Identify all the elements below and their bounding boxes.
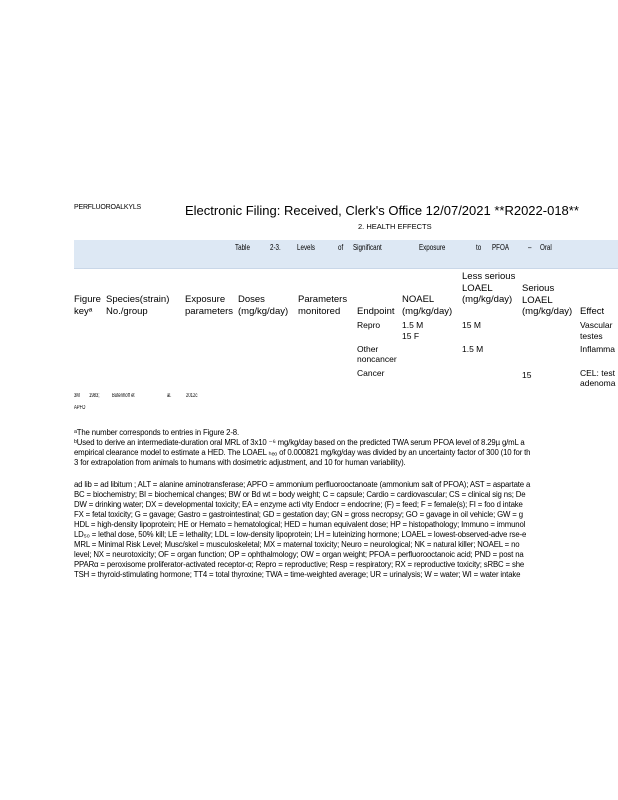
reference-word: Butenhoff et <box>112 393 135 399</box>
cell-effect: Vascular <box>580 320 613 330</box>
col-header-noael: NOAEL (mg/kg/day) <box>402 294 453 317</box>
table-title-word: to <box>476 243 482 252</box>
reference-word: al. <box>167 393 172 399</box>
table-title-word: Significant <box>353 243 382 252</box>
col-header-serious-loael: Serious LOAEL (mg/kg/day) <box>522 283 573 317</box>
col-header-less-serious-loael: Less serious LOAEL (mg/kg/day) <box>462 271 516 305</box>
cell-effect: adenoma <box>580 378 616 388</box>
reference-word: 1983; <box>89 393 100 399</box>
cell-serious: 15 <box>522 370 532 380</box>
abbreviation-line: TSH = thyroid-stimulating hormone; TT4 = total thyroxine; TWA = time-weighted average; UR = urinalysis; W = water; WI = water intake <box>74 570 521 579</box>
footnote-b: ᵇUsed to derive an intermediate-duration oral MRL of 3x10 ⁻⁶ mg/kg/day based on the predicted TWA serum PFOA level of 8.29µ g/mL a <box>74 438 525 447</box>
filing-stamp: Electronic Filing: Received, Clerk's Office 12/07/2021 **R2022-018** <box>185 203 579 218</box>
table-title-word: PFOA <box>492 243 509 252</box>
col-header-parameters: Parameters monitored <box>298 294 348 317</box>
abbreviation-line: ad lib = ad libitum ; ALT = alanine aminotransferase; APFO = ammonium perfluorooctanoate (ammonium salt of PFOA); AST = aspartate a <box>74 480 531 489</box>
abbreviation-line: BC = biochemistry; BI = biochemical changes; BW or Bd wt = body weight; C = capsule; Cardio = cardiovascular; CS = clinical sig ns; De <box>74 490 526 499</box>
table-title-band <box>74 240 618 268</box>
footnote-b: 3 for extrapolation from animals to humans with dosimetric adjustment, and 10 for human variability). <box>74 458 406 467</box>
table-title-word: 2-3. <box>270 243 281 252</box>
cell-effect: CEL: test <box>580 368 615 378</box>
table-title-word: of <box>338 243 344 252</box>
col-header-doses: Doses (mg/kg/day) <box>238 294 289 317</box>
abbreviation-line: PPARα = peroxisome proliferator-activated receptor-α; Repro = reproductive; Resp = respiratory; RX = reproductive toxicity; sRBC = she <box>74 560 525 569</box>
table-title-word: – <box>528 243 532 252</box>
reference-word: 2012c <box>186 393 198 399</box>
cell-noael: 1.5 M <box>402 320 424 330</box>
table-title-word: Oral <box>540 243 552 252</box>
table-title-word: Levels <box>297 243 316 252</box>
abbreviation-line: LD₅₀ = lethal dose, 50% kill; LE = lethality; LDL = low-density lipoprotein; LH = luteinizing hormone; LOAEL = lowest-observed-adve rse-e <box>74 530 527 539</box>
abbreviation-line: level; NX = neurotoxicity; OF = organ function; OP = ophthalmology; OW = organ weight; PFOA = perfluorooctanoic acid; PND = post na <box>74 550 524 559</box>
cell-endpoint: Repro <box>357 320 381 330</box>
cell-effect: testes <box>580 331 603 341</box>
footnote-a: ᵃThe number corresponds to entries in Figure 2-8. <box>74 428 240 437</box>
abbreviation-line: DW = drinking water; DX = developmental toxicity; EA = enzyme acti vity Endocr = endocrine; (F) = feed; F = female(s); FI = foo d intake <box>74 500 523 509</box>
abbreviation-line: HDL = high-density lipoprotein; HE or Hemato = hematological; HED = human equivalent dose; HP = histopathology; Immuno = immunol <box>74 520 526 529</box>
reference-chemical: APFO <box>74 405 86 411</box>
abbreviation-line: MRL = Minimal Risk Level; Musc/skel = musculoskeletal; MX = maternal toxicity; Neuro = neurological; NK = natural killer; NOAEL = no <box>74 540 520 549</box>
cell-less-serious: 15 M <box>462 320 481 330</box>
footnote-b: empirical clearance model to estimate a HED. The LOAEL ₕₑₒ of 0.000821 mg/kg/day was divided by an uncertainty factor of 300 (10 for th <box>74 448 531 457</box>
table-title-word: Exposure <box>419 243 446 252</box>
col-header-effect: Effect <box>580 306 605 317</box>
cell-endpoint: Other <box>357 344 379 354</box>
cell-noael: 15 F <box>402 331 420 341</box>
col-header-figure-key: Figure keyᵃ <box>74 294 101 317</box>
cell-endpoint: Cancer <box>357 368 385 378</box>
col-header-exposure: Exposure parameters <box>185 294 234 317</box>
section-heading: 2. HEALTH EFFECTS <box>358 222 432 231</box>
cell-endpoint: noncancer <box>357 354 397 364</box>
document-running-head: PERFLUOROALKYLS <box>74 204 142 211</box>
table-divider <box>74 268 618 269</box>
col-header-endpoint: Endpoint <box>357 306 395 317</box>
cell-less-serious: 1.5 M <box>462 344 484 354</box>
cell-effect: Inflamma <box>580 344 615 354</box>
table-title-word: Table <box>235 243 250 252</box>
reference-word: 3M <box>74 393 80 399</box>
abbreviation-line: FX = fetal toxicity; G = gavage; Gastro = gastrointestinal; GD = gestation day; GN = gross necropsy; GO = gavage in oil vehicle; GW = g <box>74 510 523 519</box>
col-header-species: Species(strain) No./group <box>106 294 170 317</box>
